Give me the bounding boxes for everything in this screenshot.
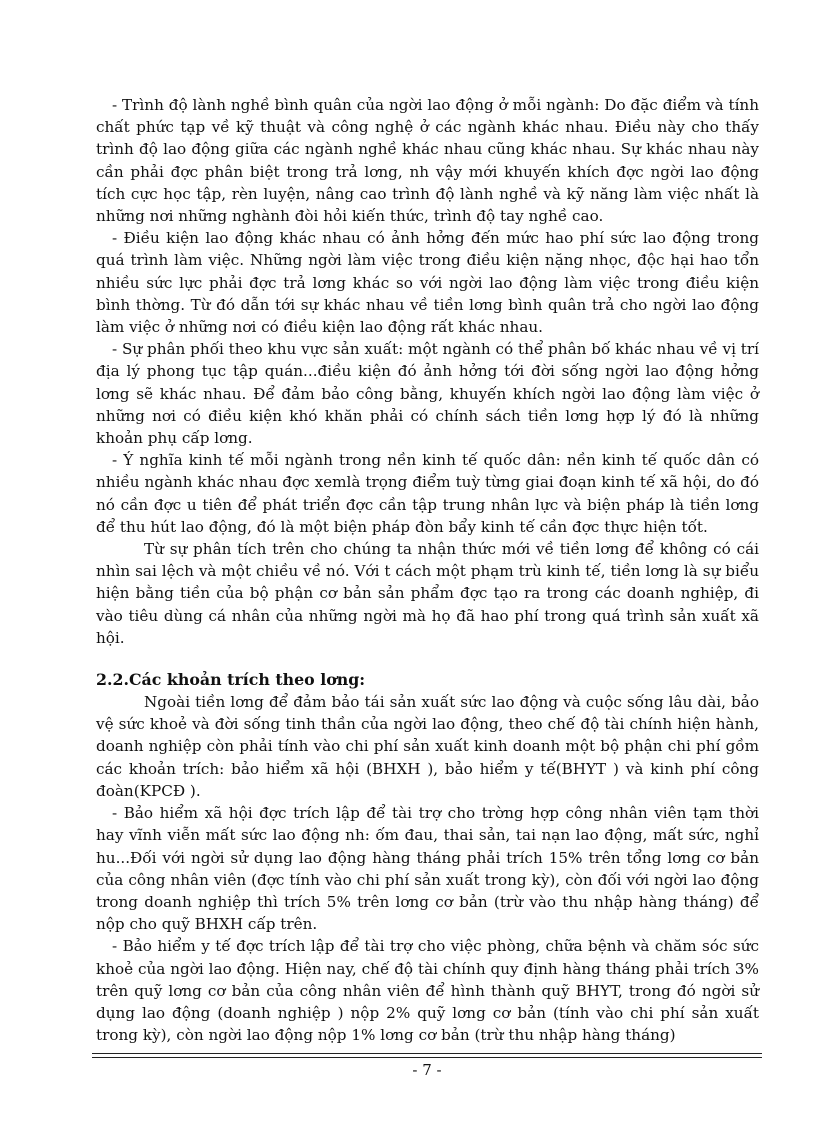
footer-rule-top xyxy=(92,1053,762,1054)
page-number: - 7 - xyxy=(412,1061,442,1079)
page-body xyxy=(96,94,759,1046)
footer-rule-bottom xyxy=(92,1057,762,1058)
paragraph-regional-distribution: - Sự phân phối theo khu vực sản xuất: một ngành có thể phân bố khác nhau về vị trí địa lý phong tục tập quán...điều kiện đó ảnh hởng tới đời sống ngời lao động hởng lơng sẽ khác nhau. Để đảm bảo công bằng, khuyến khích ngời lao động làm việc ở những nơi có điều kiện khó khăn phải có chính sách tiền lơng hợp lý đó là những khoản phụ cấp lơng. xyxy=(96,340,759,448)
paragraph-health-insurance: - Bảo hiểm y tế đợc trích lập để tài trợ cho việc phòng, chữa bệnh và chăm sóc sức khoẻ của ngời lao động. Hiện nay, chế độ tài chính quy định hàng tháng phải trích 3% trên quỹ lơng cơ bản của công nhân viên để hình thành quỹ BHYT, trong đó ngời sử dụng lao động (doanh nghiệp ) nộp 2% quỹ lơng cơ bản (tính vào chi phí sản xuất trong kỳ), còn ngời lao động nộp 1% lơng cơ bản (trừ thu nhập hàng tháng) xyxy=(96,937,759,1045)
page-footer xyxy=(92,1053,762,1079)
section-heading: 2.2.Các khoản trích theo lơng: xyxy=(96,670,366,690)
paragraph-analysis-conclusion: Từ sự phân tích trên cho chúng ta nhận thức mới về tiền lơng để không có cái nhìn sai lệch và một chiều về nó. Với t cách một phạm trù kinh tế, tiền lơng là sự biểu hiện bằng tiền của bộ phận cơ bản sản phẩm đợc tạo ra trong các doanh nghiệp, đi vào tiêu dùng cá nhân của những ngời mà họ đã hao phí trong quá trình sản xuất xã hội. xyxy=(96,540,759,647)
paragraph-working-conditions: - Điều kiện lao động khác nhau có ảnh hởng đến mức hao phí sức lao động trong quá trình làm việc. Những ngời làm việc trong điều kiện nặng nhọc, độc hại hao tổn nhiều sức lực phải đợc trả lơng khác so với ngời lao động làm việc trong điều kiện bình thờng. Từ đó dẫn tới sự khác nhau về tiền lơng bình quân trả cho ngời lao động làm việc ở những nơi có điều kiện lao động rất khác nhau. xyxy=(96,229,759,337)
paragraph-economic-significance: - Ý nghĩa kinh tế mỗi ngành trong nền kinh tế quốc dân: nền kinh tế quốc dân có nhiều ngành khác nhau đợc xemlà trọng điểm tuỳ từng giai đoạn kinh tế xã hội, do đó nó cần đợc u tiên để phát triển đợc cần tập trung nhân lực và biện pháp là tiền lơng để thu hút lao động, đó là một biện pháp đòn bẩy kinh tế cần đợc thực hiện tốt. xyxy=(96,451,759,536)
paragraph-skill-level: - Trình độ lành nghề bình quân của ngời lao động ở mỗi ngành: Do đặc điểm và tính chất phức tạp về kỹ thuật và công nghệ ở các ngành khác nhau. Điều này cho thấy trình độ lao động giữa các ngành nghề khác nhau cũng khác nhau. Sự khác nhau này cần phải đợc phân biệt trong trả lơng, nh vậy mới khuyến khích đợc ngời lao động tích cực học tập, rèn luyện, nâng cao trình độ lành nghề và kỹ năng làm việc nhất là những nơi những nghành đòi hỏi kiến thức, trình độ tay nghề cao. xyxy=(96,96,759,226)
paragraph-social-insurance: - Bảo hiểm xã hội đợc trích lập để tài trợ cho trờng hợp công nhân viên tạm thời hay vĩnh viễn mất sức lao động nh: ốm đau, thai sản, tai nạn lao động, mất sức, nghỉ hu...Đối với ngời sử dụng lao động hàng tháng phải trích 15% trên tổng lơng cơ bản của công nhân viên (đợc tính vào chi phí sản xuất trong kỳ), còn đối với ngời lao động trong doanh nghiệp thì trích 5% trên lơng cơ bản (trừ vào thu nhập hàng tháng) để nộp cho quỹ BHXH cấp trên. xyxy=(96,804,759,934)
paragraph-deductions-intro: Ngoài tiền lơng để đảm bảo tái sản xuất sức lao động và cuộc sống lâu dài, bảo vệ sức khoẻ và đời sống tinh thần của ngời lao động, theo chế độ tài chính hiện hành, doanh nghiệp còn phải tính vào chi phí sản xuất kinh doanh một bộ phận chi phí gồm các khoản trích: bảo hiểm xã hội (BHXH ), bảo hiểm y tế(BHYT ) và kinh phí công đoàn(KPCĐ ). xyxy=(96,693,759,800)
